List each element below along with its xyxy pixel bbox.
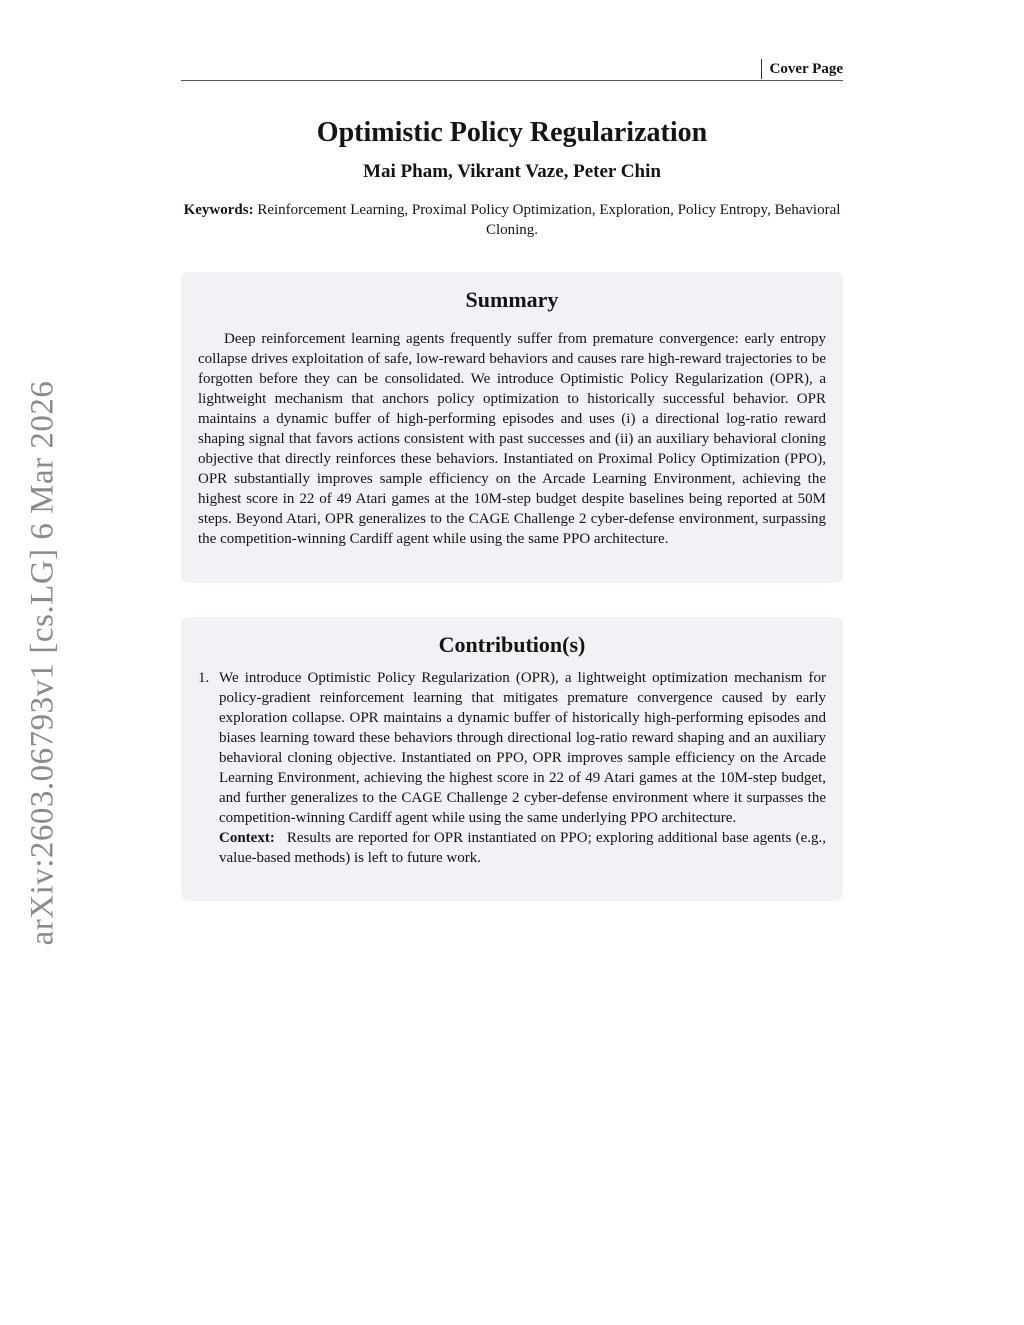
contribution-item: [198, 668, 826, 868]
paper-authors: Mai Pham, Vikrant Vaze, Peter Chin: [363, 161, 661, 182]
contribution-text: We introduce Optimistic Policy Regularization (OPR), a lightweight optimization mechanism for policy-gradient reinforcement learning that mitigates premature convergence caused by early exploration collapse. OPR maintains a dynamic buffer of historically high-performing episodes and biases learning toward these behaviors through directional log-ratio reward shaping and an auxiliary behavioral cloning objective. Instantiated on PPO, OPR improves sample efficiency on the Arcade Learning Environment, achieving the highest score in 22 of 49 Atari games at the 10M-step budget, and further generalizes to the CAGE Challenge 2 cyber-defense environment where it surpasses the competition-winning Cardiff agent while using the same underlying PPO architecture.: [219, 670, 826, 826]
summary-heading: Summary: [465, 287, 559, 312]
contributions-heading: Contribution(s): [438, 632, 586, 657]
contribution-context: [219, 828, 826, 868]
context-text: Results are reported for OPR instantiated on PPO; exploring additional base agents (e.g., value-based methods) is left to future work.: [219, 830, 826, 866]
summary-text: Deep reinforcement learning agents frequently suffer from premature convergence: early entropy collapse drives exploitation of safe, low-reward behaviors and causes rare high-reward trajectories to be forgotten before they can be consolidated. We introduce Optimistic Policy Regularization (OPR), a lightweight mechanism that anchors policy optimization to historically successful behavior. OPR maintains a dynamic buffer of high-performing episodes and uses (i) a directional log-ratio reward shaping signal that favors actions consistent with past successes and (ii) an auxiliary behavioral cloning objective that directly reinforces these behaviors. Instantiated on Proximal Policy Optimization (PPO), OPR substantially improves sample efficiency on the Arcade Learning Environment, achieving the highest score in 22 of 49 Atari games at the 10M-step budget despite baselines being reported at 50M steps. Beyond Atari, OPR generalizes to the CAGE Challenge 2 cyber-defense environment, surpassing the competition-winning Cardiff agent while using the same PPO architecture.: [198, 331, 826, 547]
keywords-text: Reinforcement Learning, Proximal Policy Optimization, Exploration, Policy Entropy, Behavioral Cloning.: [257, 202, 841, 238]
contributions-box: [181, 617, 843, 901]
keywords-label: Keywords:: [183, 202, 254, 218]
paper-title: Optimistic Policy Regularization: [316, 117, 708, 148]
arxiv-identifier-stamp: arXiv:2603.06793v1 [cs.LG] 6 Mar 2026: [24, 380, 61, 946]
summary-box: [181, 272, 843, 583]
contribution-number: 1.: [198, 670, 210, 686]
keywords-line: [181, 200, 843, 240]
page-header: [181, 58, 843, 81]
context-label: Context:: [219, 830, 275, 846]
cover-page-label: Cover Page: [761, 59, 843, 79]
